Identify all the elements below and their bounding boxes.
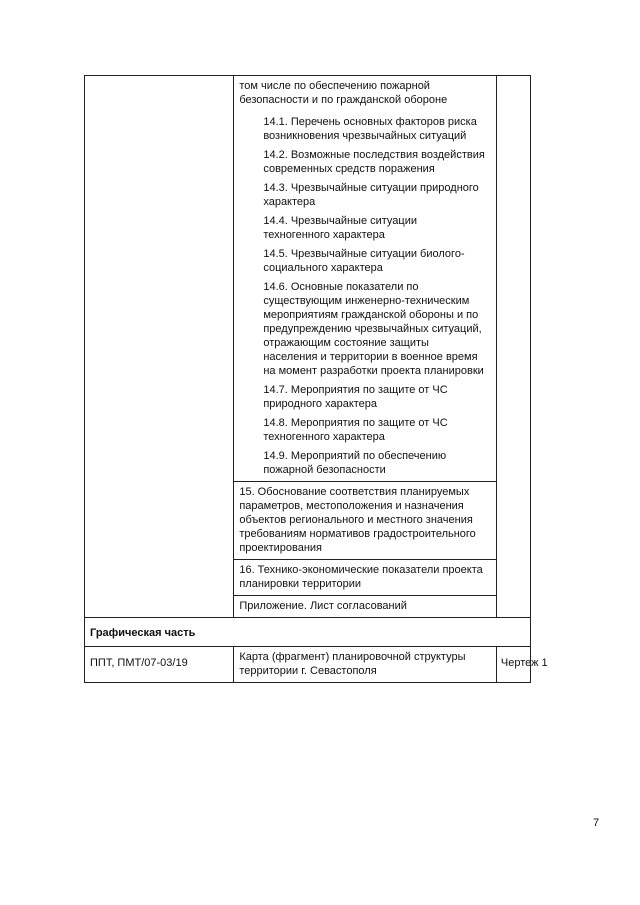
appendix-text: Приложение. Лист согласований xyxy=(239,600,407,612)
graphic-code-cell xyxy=(85,647,234,683)
page-number: 7 xyxy=(593,817,600,829)
subitem-14-2: 14.2. Возможные последствия воздействия современных средств поражения xyxy=(263,149,485,175)
subitem-14-6: 14.6. Основные показатели по существующим инженерно-техническим мероприятиям гражданской обороны и по предупреждению чрезвычайных ситуаций, отражающим состояние защиты населения и территории в военное время на момент разработки проекта планировки xyxy=(263,281,484,377)
table-row xyxy=(85,76,531,482)
graphic-sheet: Чертеж 1 xyxy=(500,657,548,669)
subitem-14-1: 14.1. Перечень основных факторов риска возникновения чрезвычайных ситуаций xyxy=(263,116,477,142)
subitem-14-4: 14.4. Чрезвычайные ситуации техногенного характера xyxy=(263,215,418,241)
graphic-sheet-cell xyxy=(496,647,548,683)
contents-table xyxy=(84,75,548,683)
graphic-section-title: Графическая часть xyxy=(90,627,196,639)
sheet-cell-empty xyxy=(496,76,530,618)
item-15-cell xyxy=(234,482,497,560)
graphic-code: ППТ, ПМТ/07-03/19 xyxy=(90,657,188,669)
subitem-14-8: 14.8. Мероприятия по защите от ЧС техногенного характера xyxy=(263,417,448,443)
item-15-text: 15. Обоснование соответствия планируемых параметров, местоположения и назначения объектов регионального и местного значения требованиям нормативов градостроительного проектирования xyxy=(239,486,476,554)
item-16-text: 16. Технико-экономические показатели проекта планировки территории xyxy=(239,564,483,590)
subitem-14-5: 14.5. Чрезвычайные ситуации биолого-социального характера xyxy=(263,248,465,274)
section-14-cell xyxy=(234,76,497,482)
graphic-name: Карта (фрагмент) планировочной структуры территории г. Севастополя xyxy=(239,651,466,677)
table-row xyxy=(85,647,531,683)
table-row xyxy=(85,618,531,647)
subitem-14-3: 14.3. Чрезвычайные ситуации природного характера xyxy=(263,182,479,208)
appendix-cell xyxy=(234,596,497,618)
section-14-continuation: том числе по обеспечению пожарной безопасности и по гражданской обороне xyxy=(239,80,448,106)
item-16-cell xyxy=(234,560,497,596)
graphic-name-cell xyxy=(234,647,497,683)
subitem-14-9: 14.9. Мероприятий по обеспечению пожарной безопасности xyxy=(263,450,447,476)
graphic-section-header xyxy=(85,618,531,647)
subitem-14-7: 14.7. Мероприятия по защите от ЧС природного характера xyxy=(263,384,448,410)
code-cell-empty xyxy=(85,76,234,618)
